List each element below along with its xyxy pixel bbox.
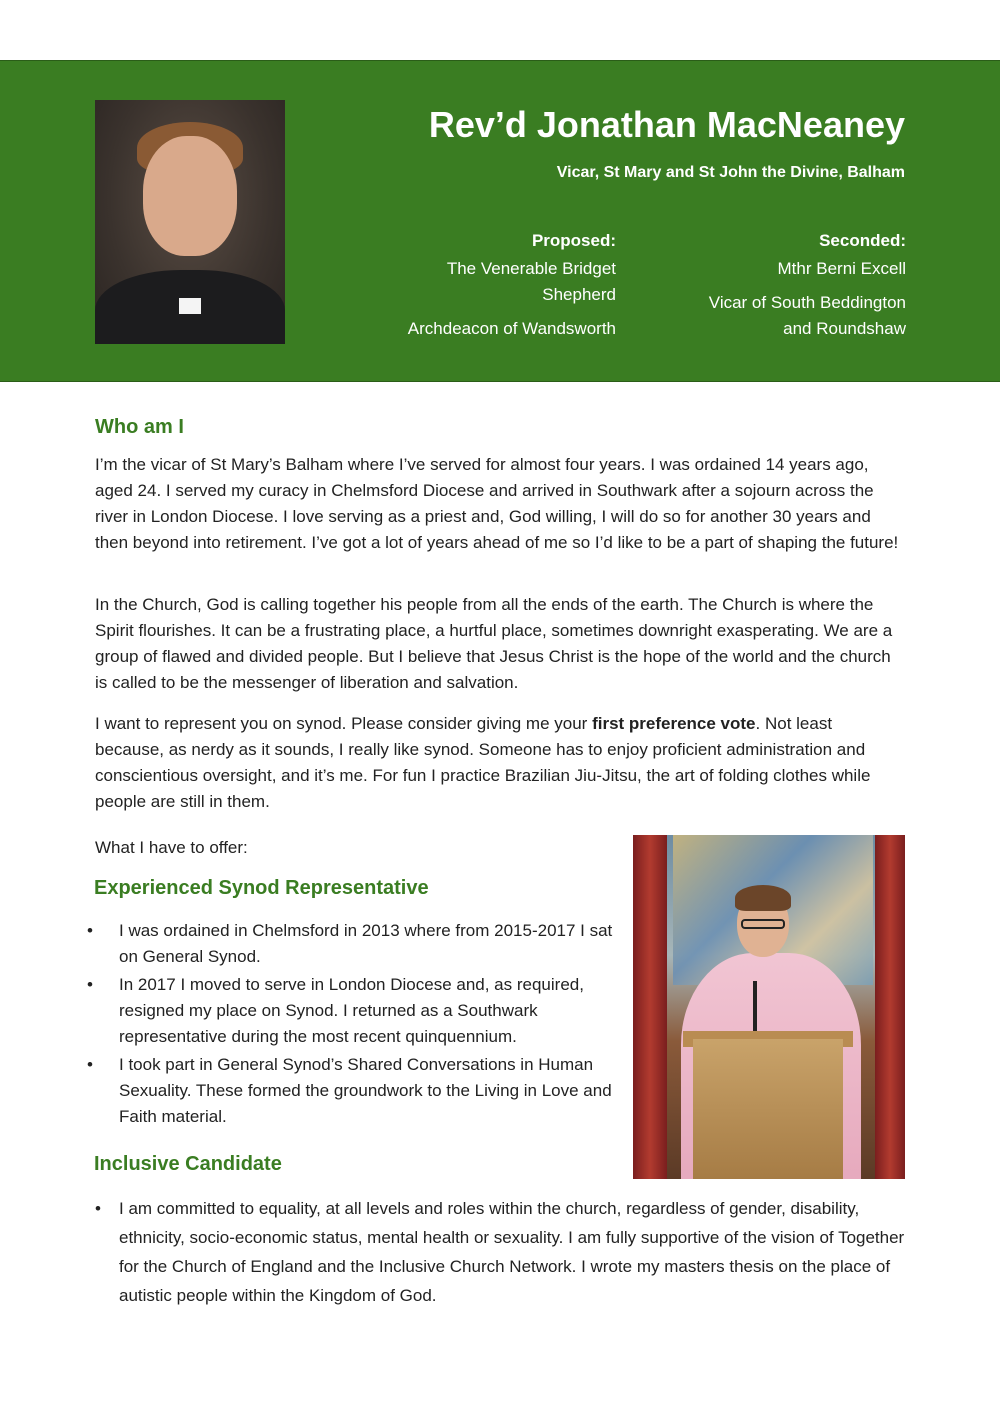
portrait-photo	[95, 100, 285, 344]
list-item: • I was ordained in Chelmsford in 2013 where from 2015-2017 I sat on General Synod.	[85, 918, 625, 970]
proposed-title: Archdeacon of Wandsworth	[407, 319, 616, 338]
portrait-collar	[179, 298, 201, 314]
who-paragraph-1: I’m the vicar of St Mary’s Balham where I’ve served for almost four years. I was ordained 14 years ago, aged 24. I served my curacy in Chelmsford Diocese and arrived in Southwark after a sojourn across the river in London Diocese. I love serving as a priest and, God willing, I will do so for another 30 years and then beyond into retirement. I’ve got a lot of years ahead of me so I’d like to be a part of shaping the future!	[95, 455, 899, 552]
who-paragraph-2: In the Church, God is calling together his people from all the ends of the earth. The Church is where the Spirit flourishes. It can be a frustrating place, a hurtful place, sometimes downright exasperating. We are a group of flawed and divided people. But I believe that Jesus Christ is the hope of the world and the church is called to be the messenger of liberation and salvation.	[95, 595, 893, 692]
seconded-label: Seconded:	[819, 231, 906, 250]
proposed-label: Proposed:	[531, 231, 616, 250]
preaching-photo	[633, 835, 905, 1179]
who-heading: Who am I	[95, 416, 184, 438]
list-item: • In 2017 I moved to serve in London Diocese and, as required, resigned my place on Synod. I returned as a Southwark representative during the most recent quinquennium.	[85, 972, 625, 1050]
list-item: • I am committed to equality, at all levels and roles within the church, regardless of gender, disability, ethnicity, socio-economic status, mental health or sexuality. I am fully supportive of the vision of Together for the Church of England and the Inclusive Church Network. I wrote my masters thesis on the place of autistic people within the Kingdom of God.	[95, 1194, 905, 1310]
photo-lectern	[693, 1039, 843, 1179]
seconded-title-line2: and Roundshaw	[783, 319, 906, 338]
inclusive-list	[95, 1194, 905, 1310]
seconded-name: Mthr Berni Excell	[777, 259, 906, 278]
offer-intro: What I have to offer:	[95, 838, 248, 857]
proposed-name-line2: Shepherd	[542, 285, 616, 304]
photo-pillar-left	[633, 835, 667, 1179]
seconded-title-line1: Vicar of South Beddington	[708, 293, 906, 312]
portrait-face	[143, 136, 237, 256]
p3-after: . Not least because, as nerdy as it sounds, I really like synod. Someone has to enjoy proficient administration and conscientious oversight, and it’s me. For fun I practice Brazilian Jiu-Jitsu, the art of folding clothes while people are still in them.	[95, 714, 871, 811]
p3-before: I want to represent you on synod. Please consider giving me your	[95, 714, 593, 733]
seconded-block	[666, 230, 906, 342]
photo-pillar-right	[875, 835, 905, 1179]
inclusive-heading: Inclusive Candidate	[94, 1153, 282, 1175]
first-preference-vote: first preference vote	[592, 714, 756, 733]
proposed-name-line1: The Venerable Bridget	[446, 259, 616, 278]
list-item: • I took part in General Synod’s Shared Conversations in Human Sexuality. These formed the groundwork to the Living in Love and Faith material.	[85, 1052, 625, 1130]
proposed-block	[376, 230, 616, 342]
candidate-name: Rev’d Jonathan MacNeaney	[428, 104, 905, 145]
photo-glasses	[741, 919, 785, 929]
candidate-role: Vicar, St Mary and St John the Divine, Balham	[556, 164, 905, 181]
who-paragraph-3	[95, 711, 905, 815]
experienced-heading: Experienced Synod Representative	[94, 877, 429, 899]
photo-hair	[735, 885, 791, 911]
experienced-list	[85, 918, 625, 1132]
